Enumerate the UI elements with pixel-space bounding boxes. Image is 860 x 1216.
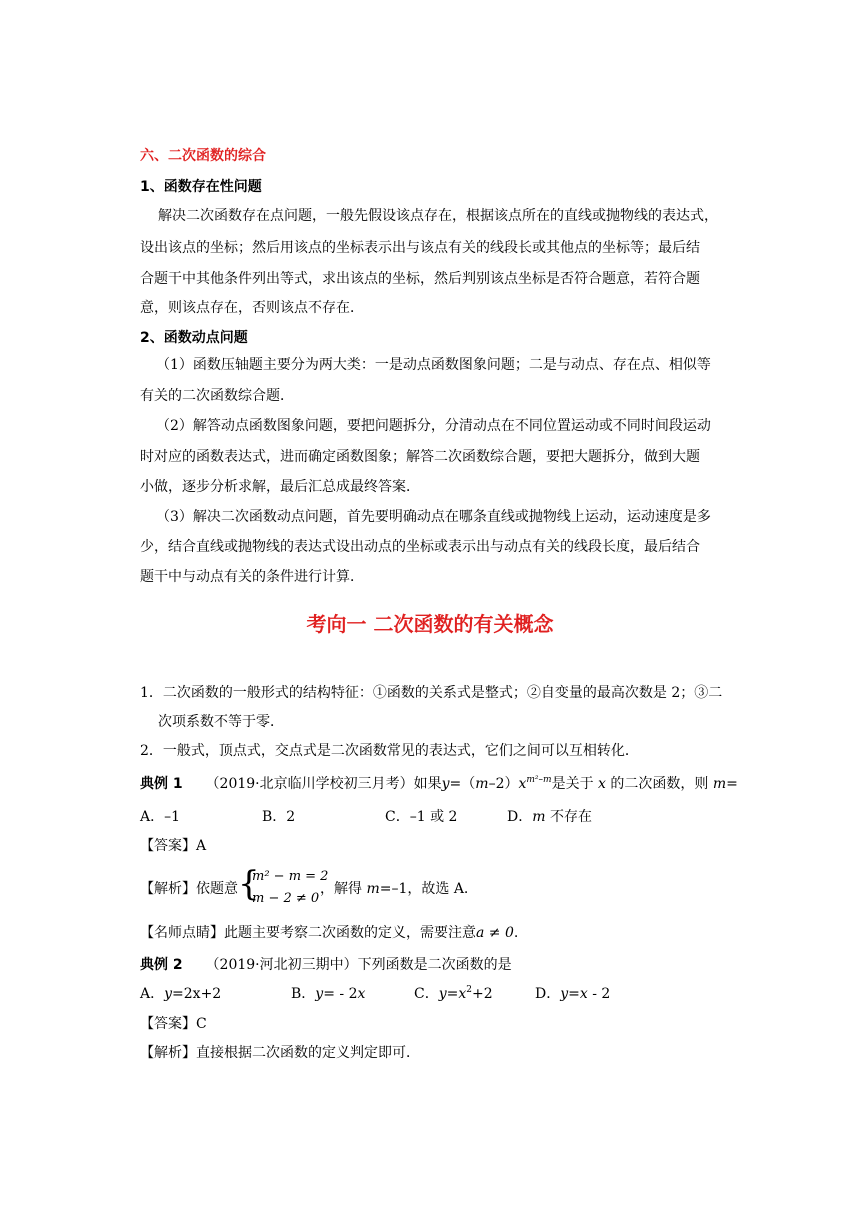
- q-exponent: m²–m: [526, 775, 552, 785]
- q-minus2: –2）: [488, 776, 519, 792]
- tip-end: .: [513, 925, 519, 941]
- example-1-label: 典例 1: [140, 776, 183, 792]
- ex2-opt-c-sup: 2: [466, 985, 473, 995]
- sub2-line-6: （3）解决二次函数动点问题，首先要明确动点在哪条直线或抛物线上运动，运动速度是多: [156, 509, 711, 525]
- q-var-m: m: [475, 776, 489, 792]
- ex1-option-b: B．2: [262, 809, 296, 825]
- ex1-option-d-tail: 不存在: [549, 809, 592, 825]
- ex2-opt-b-tail: = - 2: [323, 986, 358, 1002]
- section-title: 六、二次函数的综合: [140, 148, 266, 164]
- example-1-question: [140, 774, 738, 794]
- system-eq-2: m − 2 ≠ 0: [252, 891, 320, 906]
- brace-symbol: {: [238, 864, 260, 904]
- tip-math: a ≠ 0: [476, 925, 514, 941]
- sub1-heading: 1、函数存在性问题: [140, 179, 262, 195]
- ex2-opt-d-x: x: [579, 986, 588, 1002]
- ex2-opt-c-label: C．: [414, 986, 439, 1002]
- analysis-var-m: m: [366, 881, 380, 897]
- ex2-analysis: 【解析】直接根据二次函数的定义判定即可．: [140, 1045, 420, 1061]
- ex2-opt-d-eq: =: [568, 986, 580, 1002]
- sub1-line-4: 意，则该点存在，否则该点不存在．: [140, 300, 364, 316]
- ex1-tip: [140, 923, 518, 943]
- q-var-y: y: [441, 776, 450, 792]
- ex2-opt-c-eq: =: [446, 986, 459, 1002]
- sub2-line-2: 有关的二次函数综合题．: [140, 388, 294, 404]
- ex1-option-d-m: m: [532, 809, 546, 825]
- ex2-opt-a-y: y: [164, 986, 173, 1002]
- sub2-line-7: 少，结合直线或抛物线的表达式设出动点的坐标或表示出与动点有关的线段长度，最后结合: [140, 539, 700, 555]
- example-2-question: [140, 955, 512, 975]
- ex2-opt-b-y: y: [315, 986, 324, 1002]
- ex2-opt-d-tail: - 2: [587, 986, 611, 1002]
- q-var-x2: x: [598, 776, 606, 792]
- ex1-option-d-label: D．: [507, 809, 533, 825]
- example-2-label: 典例 2: [140, 957, 183, 973]
- ex2-opt-b-label: B．: [291, 986, 316, 1002]
- sub2-line-3: （2）解答动点函数图象问题，要把问题拆分，分清动点在不同位置运动或不同时间段运动: [156, 418, 711, 434]
- q-end: =: [726, 776, 738, 792]
- sub1-line-2: 设出该点的坐标；然后用该点的坐标表示出与该点有关的线段长或其他点的坐标等；最后结: [140, 240, 700, 256]
- example-1-source: （2019·北京临川学校初三月考）如果: [205, 776, 442, 792]
- ex2-opt-c-x: x: [458, 986, 467, 1002]
- ex2-opt-c-y: y: [438, 986, 447, 1002]
- ex2-opt-c-tail: +2: [472, 986, 493, 1002]
- ex2-option-d: [535, 984, 610, 1004]
- ex2-opt-b-x: x: [357, 986, 366, 1002]
- sub2-line-8: 题干中与动点有关的条件进行计算．: [140, 569, 364, 585]
- ex2-answer: 【答案】C: [140, 1016, 207, 1032]
- ex2-opt-d-label: D．: [535, 986, 561, 1002]
- analysis-end: =–1，故选 A.: [379, 881, 469, 897]
- sub2-line-5: 小做，逐步分析求解，最后汇总成最终答案．: [140, 479, 420, 495]
- ex2-option-c: [414, 984, 493, 1004]
- ex2-option-a: [140, 984, 221, 1004]
- ex1-option-c: C．–1 或 2: [385, 809, 458, 825]
- analysis-post: ，解得: [320, 881, 362, 897]
- topic-title: 考向一 二次函数的有关概念: [306, 612, 554, 636]
- ex1-analysis-post: [320, 879, 468, 899]
- point-line-1: 1．二次函数的一般形式的结构特征：①函数的关系式是整式；②自变量的最高次数是 2；③二: [140, 685, 723, 701]
- sub1-line-3: 合题干中其他条件列出等式，求出该点的坐标，然后判别该点坐标是否符合题意，若符合题: [140, 271, 700, 287]
- q-var-x: x: [518, 776, 527, 792]
- point-line-2: 次项系数不等于零．: [158, 714, 284, 730]
- ex1-answer: 【答案】A: [140, 838, 207, 854]
- point-line-3: 2．一般式，顶点式，交点式是二次函数常见的表达式，它们之间可以互相转化．: [140, 743, 639, 759]
- ex2-opt-d-y: y: [560, 986, 569, 1002]
- system-eq-1: m² − m = 2: [252, 869, 329, 884]
- ex1-option-d: [507, 807, 592, 827]
- tip-text: 【名师点睛】此题主要考察二次函数的定义，需要注意: [140, 925, 476, 941]
- ex2-opt-a-tail: =2x+2: [172, 986, 222, 1002]
- sub2-heading: 2、函数动点问题: [140, 330, 248, 346]
- sub2-line-1: （1）函数压轴题主要分为两大类：一是动点函数图象问题；二是与动点、存在点、相似等: [156, 357, 711, 373]
- sub1-line-1: 解决二次函数存在点问题，一般先假设该点存在，根据该点所在的直线或抛物线的表达式，: [158, 208, 718, 224]
- ex1-analysis-pre: 【解析】依题意: [140, 881, 238, 897]
- sub2-line-4: 时对应的函数表达式，进而确定函数图象；解答二次函数综合题，要把大题拆分，做到大题: [140, 449, 700, 465]
- ex2-option-b: [291, 984, 365, 1004]
- q-tail: 是关于: [551, 776, 594, 792]
- ex2-opt-a-label: A．: [140, 986, 165, 1002]
- q-var-m2: m: [712, 776, 727, 792]
- example-2-text: （2019·河北初三期中）下列函数是二次函数的是: [205, 957, 512, 973]
- ex1-option-a: A．–1: [140, 809, 181, 825]
- q-eq: =（: [449, 776, 476, 792]
- q-tail2: 的二次函数，则: [610, 776, 709, 792]
